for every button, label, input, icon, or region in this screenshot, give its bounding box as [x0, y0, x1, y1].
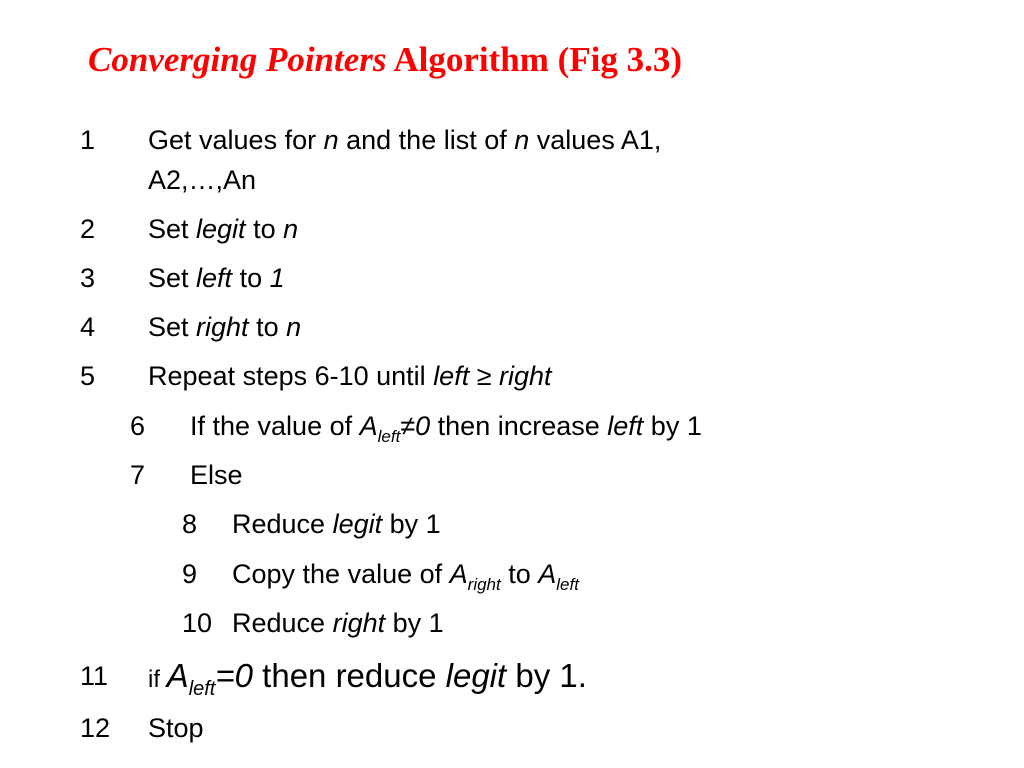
- step-number: 2: [80, 214, 96, 244]
- step-number: 7: [130, 460, 146, 490]
- step-10: [182, 603, 682, 643]
- var-left: left: [196, 263, 233, 293]
- value-one: 1: [269, 263, 285, 293]
- step-6: [130, 406, 910, 448]
- step-text-part: Set: [148, 214, 197, 244]
- array-a: A: [538, 559, 557, 589]
- step-text: [232, 504, 441, 544]
- var-n: n: [286, 312, 302, 342]
- step-text-part: values A1,: [529, 125, 662, 155]
- step-text: [148, 209, 298, 249]
- step-number: 6: [130, 411, 146, 441]
- step-7: [130, 455, 530, 495]
- step-text: [190, 406, 702, 446]
- var-left: left: [607, 411, 644, 441]
- title-rest: Algorithm (Fig 3.3): [386, 40, 683, 79]
- step-text-part: to: [248, 312, 287, 342]
- step-number: 11: [80, 661, 109, 691]
- step-text-part: then reduce: [253, 657, 446, 694]
- step-text-part: if: [148, 666, 167, 693]
- var-legit: legit: [332, 509, 383, 539]
- var-right: right: [196, 312, 249, 342]
- step-text: [148, 656, 587, 700]
- step-8: [182, 504, 682, 544]
- condition-not-zero: ≠0: [400, 411, 431, 441]
- step-number: 5: [80, 361, 96, 391]
- step-text: [148, 258, 285, 298]
- step-text: [148, 356, 552, 396]
- step-5: [80, 356, 780, 396]
- step-1: [80, 120, 880, 202]
- step-text-part: to: [245, 214, 284, 244]
- condition-equals-zero: =0: [215, 657, 253, 694]
- step-text-part: Copy the value of: [232, 559, 450, 589]
- subscript-left: left: [188, 678, 216, 700]
- array-a: A: [449, 559, 468, 589]
- step-text-part: by 1: [643, 411, 702, 441]
- step-text-continuation: A2,…,An: [148, 165, 257, 195]
- subscript-left: left: [556, 575, 579, 594]
- step-4: [80, 307, 680, 347]
- step-text-part: Repeat steps 6-10 until: [148, 361, 434, 391]
- step-number: 12: [80, 713, 111, 743]
- step-text: [148, 307, 301, 347]
- step-text-part: Set: [148, 263, 197, 293]
- title-italic-part: Converging Pointers: [88, 40, 387, 79]
- subscript-right: right: [467, 575, 501, 594]
- var-legit: legit: [445, 657, 507, 694]
- var-n: n: [283, 214, 299, 244]
- step-text-part: Get values for: [148, 125, 324, 155]
- step-text-part: by 1: [385, 608, 444, 638]
- step-9: [182, 554, 782, 596]
- step-number: 4: [80, 312, 96, 342]
- step-3: [80, 258, 680, 298]
- step-number: 9: [182, 559, 198, 589]
- step-text-part: by 1: [382, 509, 441, 539]
- step-number: 3: [80, 263, 96, 293]
- step-text-part: and the list of: [338, 125, 515, 155]
- step-text: [148, 120, 661, 160]
- slide-title: [88, 40, 682, 80]
- step-text-part: Set: [148, 312, 197, 342]
- var-legit: legit: [196, 214, 246, 244]
- step-2: [80, 209, 680, 249]
- array-a: A: [166, 657, 189, 694]
- step-text: [232, 554, 579, 594]
- step-text: Else: [190, 460, 243, 490]
- step-text-part: Reduce: [232, 608, 333, 638]
- var-right: right: [332, 608, 386, 638]
- step-text-part: by 1.: [506, 657, 587, 694]
- array-a: A: [359, 411, 378, 441]
- loop-condition: left ≥ right: [433, 361, 552, 391]
- step-text: Stop: [148, 713, 204, 743]
- step-text-part: to: [232, 263, 270, 293]
- var-n: n: [514, 125, 530, 155]
- step-text-part: then increase: [430, 411, 608, 441]
- step-number: 10: [182, 608, 213, 638]
- step-number: 8: [182, 509, 198, 539]
- step-12: [80, 708, 480, 748]
- var-n: n: [323, 125, 339, 155]
- step-text-part: If the value of: [190, 411, 360, 441]
- step-text: [232, 603, 444, 643]
- subscript-left: left: [377, 427, 401, 446]
- step-number: 1: [80, 125, 96, 155]
- step-11: [80, 656, 780, 702]
- step-text-part: Reduce: [232, 509, 333, 539]
- step-text-part: to: [500, 559, 539, 589]
